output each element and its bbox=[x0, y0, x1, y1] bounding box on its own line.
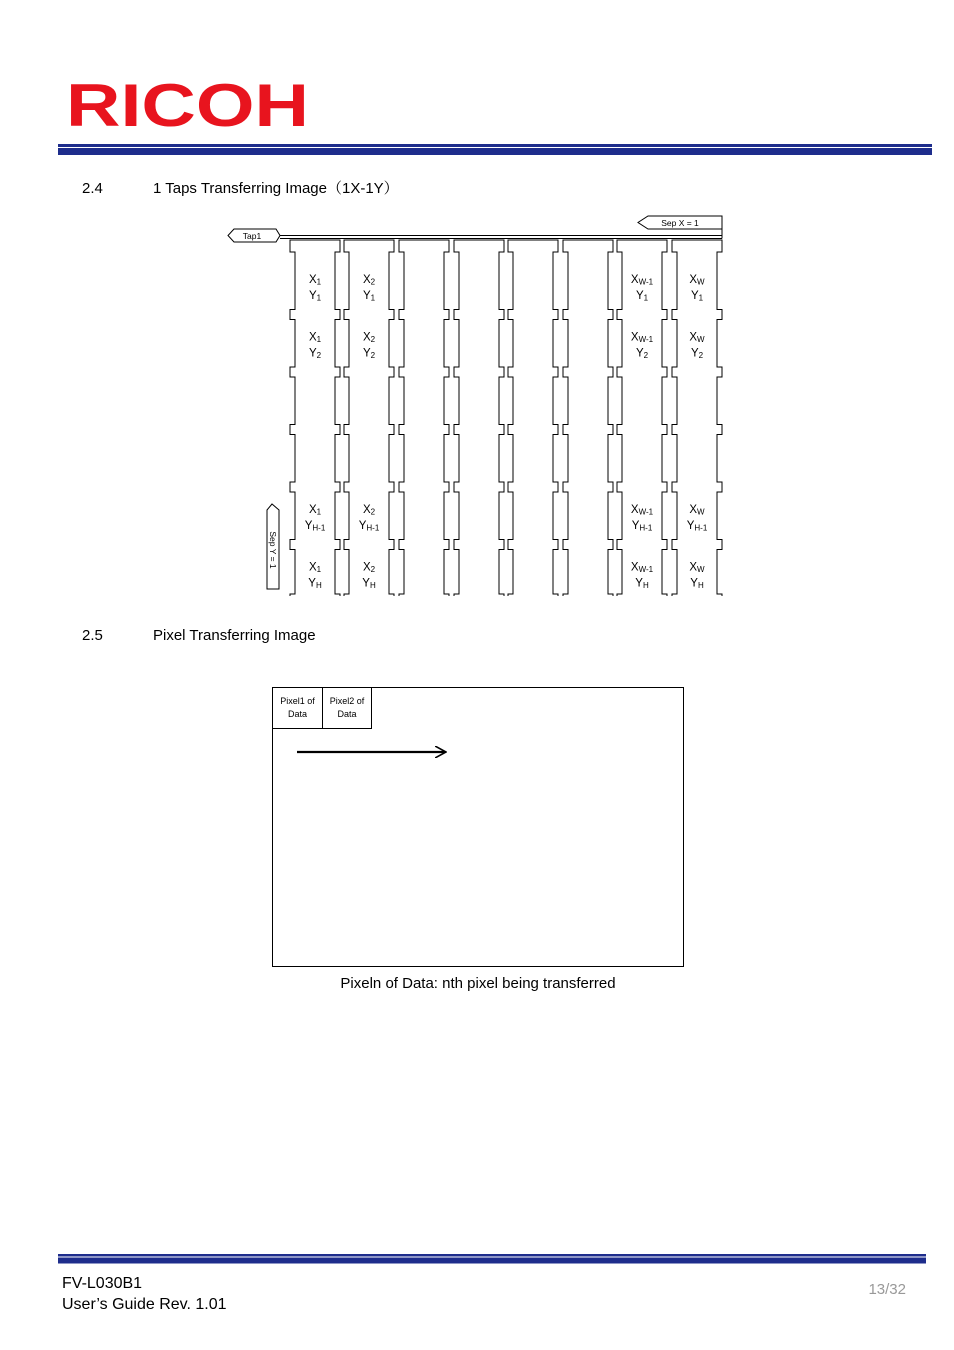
pixel-x-label: XW-1 bbox=[630, 331, 654, 344]
tap-transfer-diagram bbox=[224, 212, 726, 596]
pixel-y-label: Y1 bbox=[635, 289, 649, 303]
pixel-y-label: YH bbox=[362, 577, 376, 590]
pixel-x-label: XW-1 bbox=[630, 561, 654, 574]
section-title: Pixel Transferring Image bbox=[153, 627, 316, 644]
pixel-x-label: XW bbox=[689, 503, 705, 517]
pixel-x-label: XW bbox=[689, 331, 705, 344]
pixel-x-label: X2 bbox=[362, 503, 376, 517]
pixel-column bbox=[563, 240, 613, 596]
pixel-y-label: YH-1 bbox=[304, 519, 326, 533]
pixel-x-label: X1 bbox=[308, 561, 322, 574]
tap-label-box bbox=[228, 229, 280, 242]
page-number: 13/32 bbox=[868, 1281, 906, 1298]
footer-rule bbox=[58, 1254, 926, 1264]
pixel-y-label: Y1 bbox=[362, 289, 376, 303]
pixel2-label-line2: Data bbox=[337, 709, 357, 719]
footer-model: FV-L030B1 bbox=[62, 1275, 143, 1292]
pixel-x-label: XW bbox=[689, 561, 705, 574]
pixel-y-label: YH-1 bbox=[686, 519, 708, 533]
pixel-y-label: Y1 bbox=[308, 289, 322, 303]
pixel-x-label: X1 bbox=[308, 331, 322, 344]
pixel-y-label: Y1 bbox=[690, 289, 704, 303]
footer-guide: User’s Guide Rev. 1.01 bbox=[62, 1296, 227, 1313]
pixel-column bbox=[399, 240, 449, 596]
pixel-x-label: XW bbox=[689, 273, 705, 287]
pixel-x-label: X1 bbox=[308, 503, 322, 517]
pixel-y-label: YH-1 bbox=[631, 519, 653, 533]
pixel-x-label: X2 bbox=[362, 273, 376, 287]
pixel1-label-line1: Pixel1 of bbox=[280, 696, 315, 706]
section-title: 1 Taps Transferring Image（1X-1Y） bbox=[153, 180, 399, 197]
figure-caption: Pixeln of Data: nth pixel being transferred bbox=[340, 975, 616, 992]
pixel-x-label: X2 bbox=[362, 561, 376, 574]
sep-x-label-box bbox=[638, 216, 722, 229]
pixel1-label-line2: Data bbox=[287, 709, 308, 719]
section-number: 2.5 bbox=[82, 627, 103, 644]
diagram-wires bbox=[280, 229, 722, 239]
sep-y-label: Sep Y = 1 bbox=[268, 531, 278, 569]
header-rule bbox=[58, 144, 932, 156]
pixel-x-label: XW-1 bbox=[630, 273, 654, 287]
pixel-y-label: Y2 bbox=[635, 347, 649, 360]
pixel-x-label: X2 bbox=[362, 331, 376, 344]
pixel1-cell bbox=[273, 688, 323, 729]
pixel-y-label: YH bbox=[690, 577, 704, 590]
pixel-x-label: XW-1 bbox=[630, 503, 654, 517]
sep-y-label-box bbox=[267, 504, 279, 589]
pixel2-label-line1: Pixel2 of bbox=[329, 696, 365, 706]
logo-text: RICOH bbox=[66, 76, 309, 131]
section-number: 2.4 bbox=[82, 180, 103, 197]
sep-x-label: Sep X = 1 bbox=[661, 218, 699, 228]
pixel-column bbox=[454, 240, 504, 596]
pixel-transfer-diagram bbox=[270, 685, 686, 969]
pixel-cells bbox=[290, 240, 722, 596]
pixel2-cell bbox=[323, 688, 372, 729]
image-frame bbox=[273, 688, 684, 967]
pixel-y-label: YH bbox=[308, 577, 322, 590]
pixel-column bbox=[508, 240, 558, 596]
pixel-y-label: Y2 bbox=[308, 347, 322, 360]
pixel-y-label: YH bbox=[635, 577, 649, 590]
pixel-y-label: Y2 bbox=[690, 347, 704, 360]
pixel-x-label: X1 bbox=[308, 273, 322, 287]
pixel-y-label: Y2 bbox=[362, 347, 376, 360]
tap-label: Tap1 bbox=[242, 231, 262, 241]
ricoh-logo bbox=[66, 76, 311, 131]
pixel-y-label: YH-1 bbox=[358, 519, 380, 533]
